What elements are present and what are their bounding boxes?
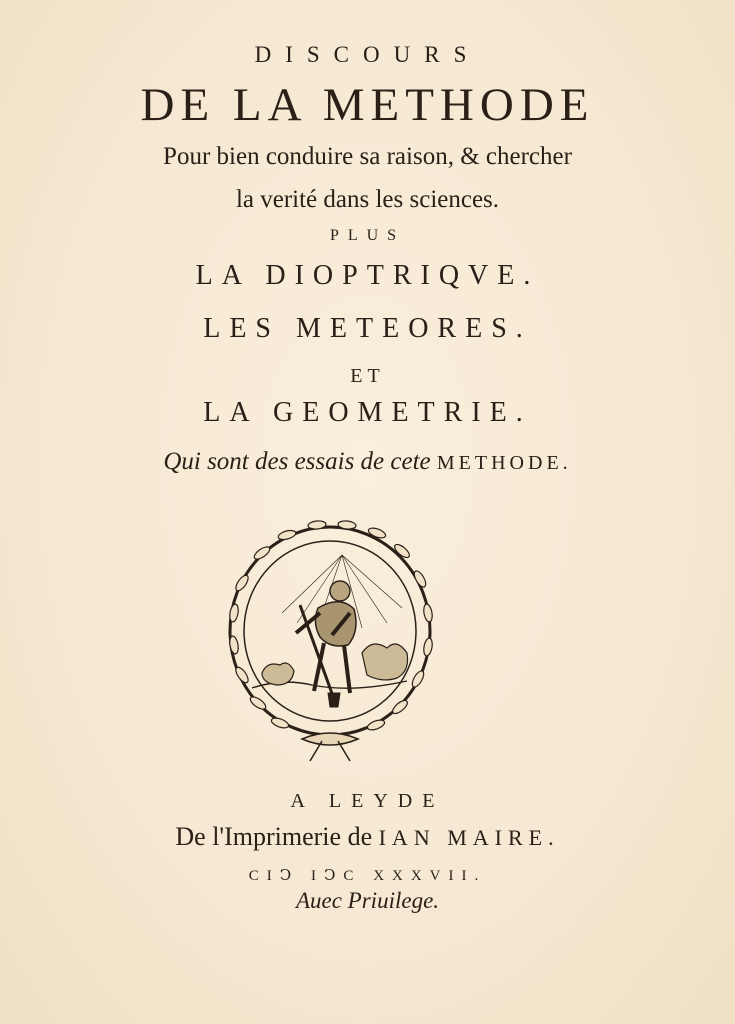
imprint-printer-name: IAN MAIRE.: [378, 825, 560, 850]
plus-label: PLUS: [329, 227, 406, 244]
printer-emblem-illustration: [222, 513, 438, 765]
meteores-heading: LES METEORES.: [203, 313, 532, 344]
imprint-prefix: De l'Imprimerie de: [175, 822, 373, 851]
imprint-printer: [0, 822, 735, 852]
imprint-privilege: Auec Priuilege.: [295, 888, 440, 913]
imprint-date: CIↃ IↃC XXXVII.: [248, 868, 487, 884]
essais-line: [0, 448, 735, 476]
geometrie-heading: LA GEOMETRIE.: [203, 397, 532, 428]
title-de-la-methode: DE LA METHODE: [140, 79, 595, 131]
subtitle-line-1: Pour bien conduire sa raison, & chercher: [163, 143, 572, 170]
essais-methode: METHODE.: [436, 452, 572, 474]
dioptrique-heading: LA DIOPTRIQVE.: [195, 260, 540, 291]
et-label: ET: [350, 365, 385, 387]
subtitle-line-2: la verité dans les sciences.: [235, 186, 500, 213]
imprint-place: A LEYDE: [290, 790, 445, 812]
essais-italic: Qui sont des essais de cete: [163, 448, 431, 475]
title-discours: DISCOURS: [254, 42, 481, 67]
